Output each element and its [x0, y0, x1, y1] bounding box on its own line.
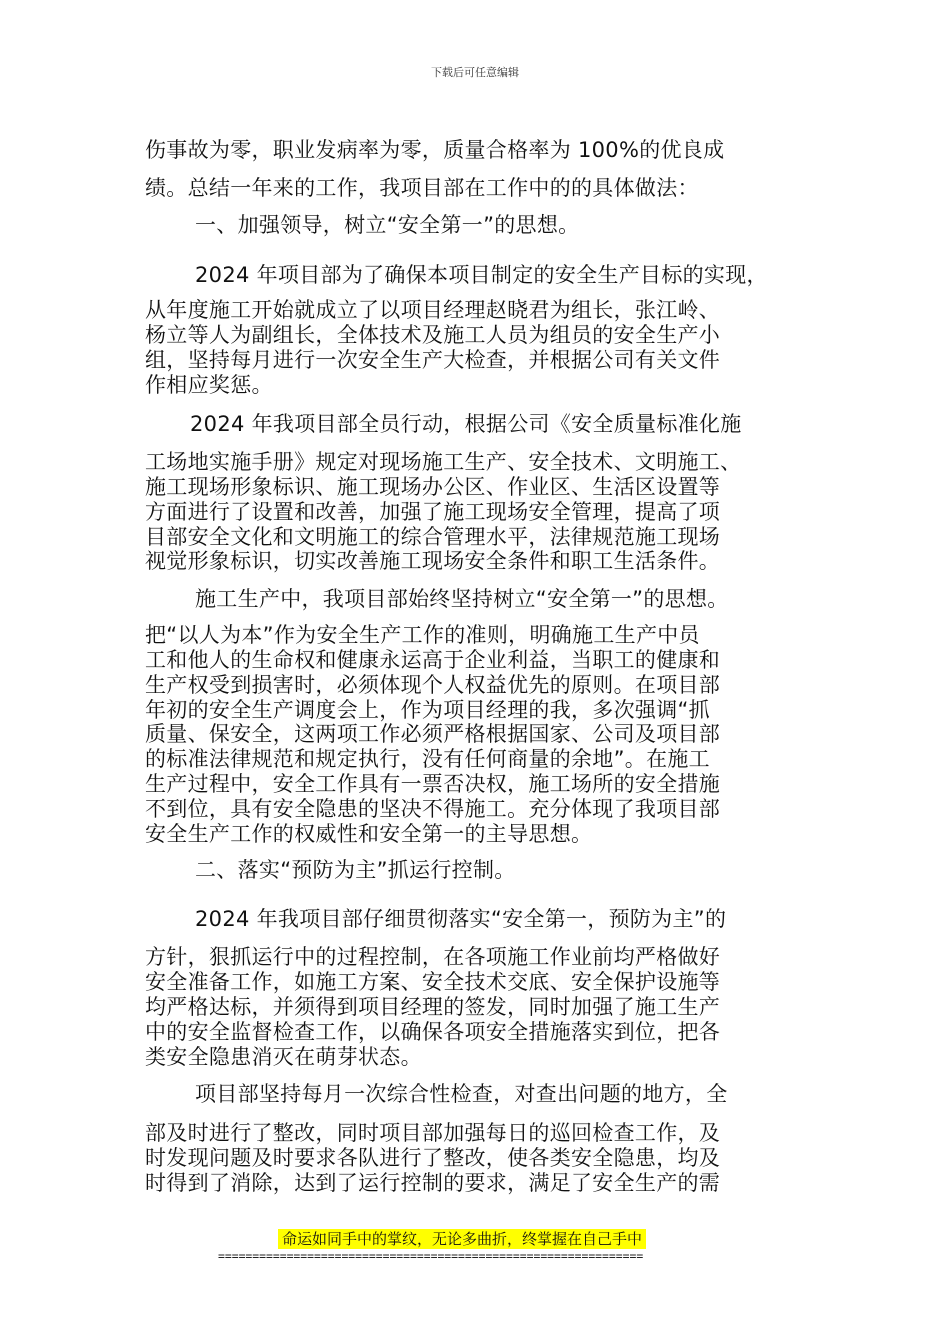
text-line: 的标准法律规范和规定执行，没有任何商量的余地”。在施工: [145, 747, 710, 771]
text-line: 目部安全文化和文明施工的综合管理水平，法律规范施工现场: [145, 525, 721, 549]
text-line: 均严格达标，并须得到项目经理的签发，同时加强了施工生产: [145, 995, 721, 1019]
text-line: 组，坚持每月进行一次安全生产大检查，并根据公司有关文件: [145, 348, 721, 372]
text-line: 把“以人为本”作为安全生产工作的准则，明确施工生产中员: [145, 623, 700, 647]
text-line: 施工现场形象标识、施工现场办公区、作业区、生活区设置等: [145, 475, 721, 499]
text-line: 安全生产工作的权威性和安全第一的主导思想。: [145, 822, 593, 846]
header-note: 下载后可任意编辑: [431, 66, 519, 79]
text-line: 项目部坚持每月一次综合性检查，对查出问题的地方，全: [195, 1082, 728, 1106]
text-line: 2024 年项目部为了确保本项目制定的安全生产目标的实现，: [195, 263, 768, 287]
section-heading: 一、加强领导，树立“安全第一”的思想。: [195, 213, 580, 237]
text-line: 施工生产中，我项目部始终坚持树立“安全第一”的思想。: [195, 587, 729, 611]
text-line: 时发现问题及时要求各队进行了整改，使各类安全隐患，均及: [145, 1146, 721, 1170]
text-line: 质量、保安全，这两项工作必须严格根据国家、公司及项目部: [145, 722, 721, 746]
text-line: 中的安全监督检查工作，以确保各项安全措施落实到位，把各: [145, 1020, 721, 1044]
text-line: 不到位，具有安全隐患的坚决不得施工。充分体现了我项目部: [145, 797, 721, 821]
text-line: 生产权受到损害时，必须体现个人权益优先的原则。在项目部: [145, 673, 721, 697]
text-line: 方面进行了设置和改善，加强了施工现场安全管理，提高了项: [145, 500, 721, 524]
text-line: 工场地实施手册》规定对现场施工生产、安全技术、文明施工、: [145, 450, 742, 474]
text-line: 时得到了消除，达到了运行控制的要求，满足了安全生产的需: [145, 1171, 721, 1195]
text-line: 安全准备工作，如施工方案、安全技术交底、安全保护设施等: [145, 970, 721, 994]
text-line: 工和他人的生命权和健康永运高于企业利益，当职工的健康和: [145, 648, 721, 672]
text-line: 年初的安全生产调度会上，作为项目经理的我，多次强调“抓: [145, 698, 710, 722]
text-line: 部及时进行了整改，同时项目部加强每日的巡回检查工作，及: [145, 1121, 721, 1145]
text-line: 类安全隐患消灭在萌芽状态。: [145, 1045, 422, 1069]
text-line: 从年度施工开始就成立了以项目经理赵晓君为组长，张江岭、: [145, 298, 721, 322]
text-line: 2024 年我项目部全员行动，根据公司《安全质量标准化施: [190, 412, 742, 436]
footer-divider: ==============================================================: [218, 1249, 644, 1263]
text-line: 视觉形象标识，切实改善施工现场安全条件和职工生活条件。: [145, 549, 721, 573]
text-line: 杨立等人为副组长，全体技术及施工人员为组员的安全生产小: [145, 323, 721, 347]
text-line: 方针，狠抓运行中的过程控制，在各项施工作业前均严格做好: [145, 945, 721, 969]
text-line: 生产过程中，安全工作具有一票否决权，施工场所的安全措施: [145, 772, 721, 796]
text-line: 伤事故为零，职业发病率为零，质量合格率为 100%的优良成: [145, 138, 725, 162]
text-line: 绩。总结一年来的工作，我项目部在工作中的的具体做法：: [145, 176, 699, 200]
section-heading: 二、落实“预防为主”抓运行控制。: [195, 858, 516, 882]
text-line: 2024 年我项目部仔细贯彻落实“安全第一，预防为主”的: [195, 907, 727, 931]
footer-motto: 命运如同手中的掌纹，无论多曲折，终掌握在自己手中: [278, 1229, 646, 1249]
text-line: 作相应奖惩。: [145, 373, 273, 397]
